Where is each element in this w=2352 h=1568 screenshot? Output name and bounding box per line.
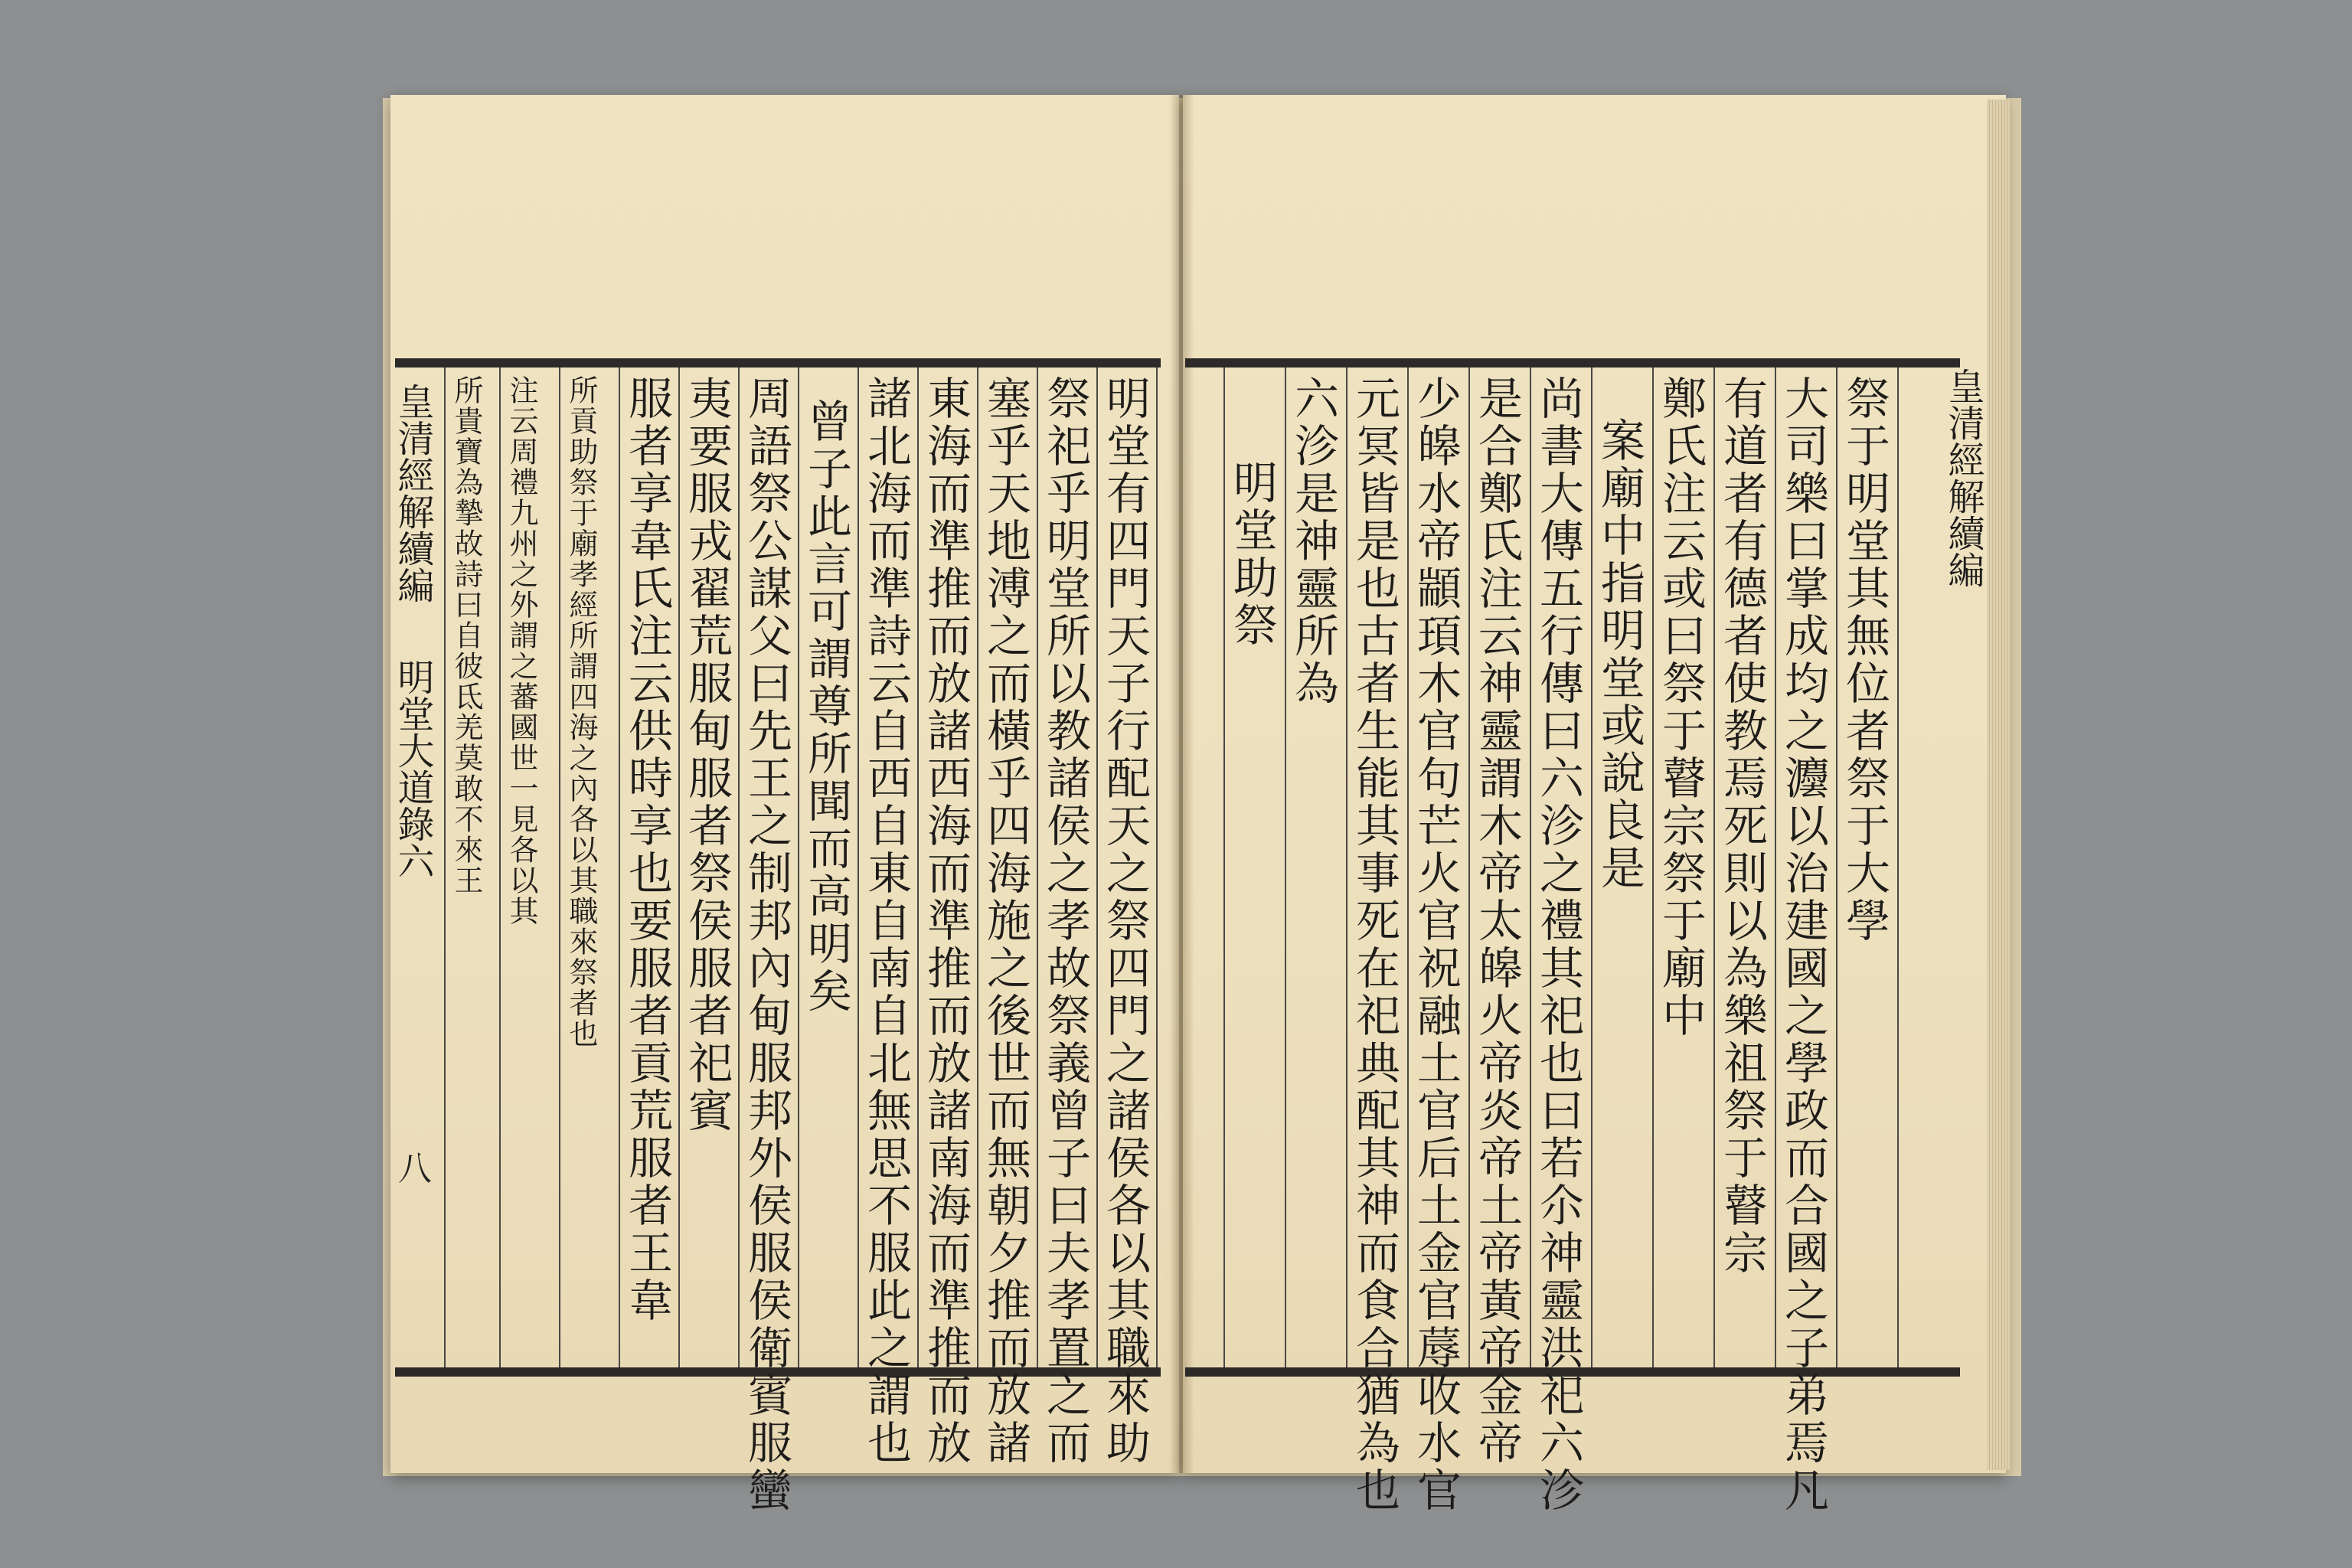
text-column: 大司樂曰掌成均之灋以治建國之學政而合國之子弟焉凡 <box>1777 375 1829 1514</box>
column-rule <box>1530 368 1531 1367</box>
text-column: 元冥皆是也古者生能其事死在祀典配其神而食合猶為也 <box>1348 375 1400 1514</box>
column-rule <box>1096 368 1098 1367</box>
column-rule <box>1775 368 1776 1367</box>
column-rule <box>1591 368 1592 1367</box>
column-rule <box>619 368 620 1367</box>
column-rule <box>1407 368 1409 1367</box>
text-column: 明堂有四門天子行配天之祭四門之諸侯各以其職來助 <box>1099 375 1151 1467</box>
text-column: 鄭氏注云或曰祭于瞽宗祭于廟中 <box>1655 375 1707 1040</box>
margin-title: 明堂大道錄六 <box>391 658 434 879</box>
page-number: 八 <box>398 1149 432 1188</box>
column-rule <box>1223 368 1225 1367</box>
column-rule <box>678 368 680 1367</box>
column-rule <box>1836 368 1838 1367</box>
column-rule <box>1037 368 1038 1367</box>
text-column: 六沴是神靈所為 <box>1287 375 1339 707</box>
column-rule <box>1713 368 1715 1367</box>
commentary-column: 所貴寶為摯故詩曰自彼氐羌莫敢不來王 <box>449 375 483 896</box>
text-column: 塞乎天地溥之而橫乎四海施之後世而無朝夕推而放諸 <box>979 375 1031 1467</box>
text-column: 諸北海而準詩云自西自東自南自北無思不服此之謂也 <box>860 375 912 1467</box>
column-rule <box>798 368 799 1367</box>
column-rule <box>977 368 978 1367</box>
text-column: 尚書大傳五行傳曰六沴之禮其祀也曰若尒神靈洪祀六沴 <box>1532 375 1584 1514</box>
text-column: 東海而準推而放諸西海而準推而放諸南海而準推而放 <box>920 375 972 1467</box>
column-rule <box>1346 368 1348 1367</box>
column-rule <box>1285 368 1286 1367</box>
text-column: 祭祀乎明堂所以教諸侯之孝故祭義曾子曰夫孝置之而 <box>1039 375 1091 1467</box>
column-rule <box>1468 368 1470 1367</box>
commentary-column: 注云周禮九州之外謂之蕃國世一見各以其 <box>505 375 538 926</box>
margin-header: 皇清經解續編 <box>391 383 434 603</box>
column-rule <box>559 368 560 1367</box>
text-column: 服者享韋氏注云供時享也要服者貢荒服者王韋 <box>621 375 673 1325</box>
text-column: 有道者有德者使教焉死則以為樂祖祭于瞽宗 <box>1716 375 1768 1277</box>
text-column: 少皞水帝顓頊木官句芒火官祝融土官后土金官蓐收水官 <box>1410 375 1462 1514</box>
text-column: 是合鄭氏注云神靈謂木帝太皞火帝炎帝土帝黃帝金帝 <box>1471 375 1523 1467</box>
text-column: 曾子此言可謂尊所聞而高明矣 <box>800 398 852 1015</box>
column-rule <box>917 368 919 1367</box>
text-column: 案廟中指明堂或說良是 <box>1593 417 1645 892</box>
column-rule <box>738 368 740 1367</box>
column-rule <box>499 368 501 1367</box>
commentary-column: 所貢助祭于廟孝經所謂四海之內各以其職來祭者也 <box>564 375 598 1049</box>
page-edges <box>1987 100 2010 1470</box>
text-column: 夷要服戎翟荒服甸服者祭侯服者祀賓 <box>681 375 733 1135</box>
column-rule <box>444 368 446 1367</box>
text-column: 周語祭公謀父曰先王之制邦內甸服邦外侯服侯衛賓服蠻 <box>740 375 792 1514</box>
text-column: 明堂助祭 <box>1226 459 1278 649</box>
column-rule <box>1652 368 1654 1367</box>
column-rule <box>1156 368 1158 1367</box>
text-column: 祭于明堂其無位者祭于大學 <box>1838 375 1890 945</box>
margin-header: 皇清經解續編 <box>1942 368 1984 588</box>
column-rule <box>858 368 859 1367</box>
column-rule <box>1897 368 1899 1367</box>
